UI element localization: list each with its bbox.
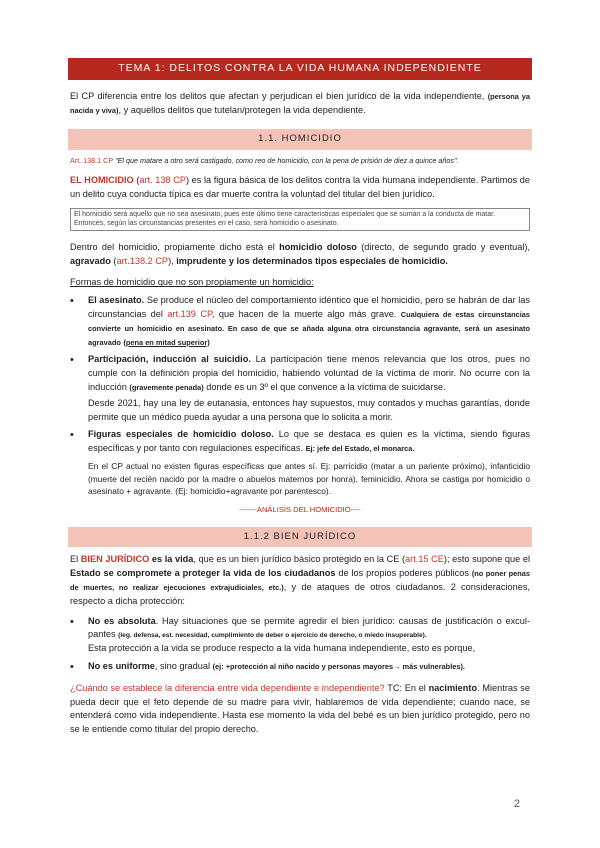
section-heading-homicidio: 1.1. HOMICIDIO <box>68 129 532 149</box>
note-box: El homicidio será aquello que no sea asesinato, pues este último tiene características especiales que se suman a la conducta de matar. Entonces, según las circunstancias presentes en el caso, será homicidio o asesinato. <box>70 208 530 231</box>
list-item-figuras: • Figuras especiales de homicidio doloso. Lo que se destaca es quien es la víctima, siendo figuras específicas y por tanto con regulaciones específicas. Ej: jefe del Estado, el monarca. En el CP actual no existen figuras específicas que antes sí. Ej: parricidio (matar a un pariente próximo), infanticidio (muerte del recién nacido por la madre o abuelos maternos por honra), feminicidio. Ahora se castiga por homicidio o asesinato + agravante. (Ej: homicidio+agravante por parentesco). <box>70 428 530 497</box>
list-item-participacion: • Participación, inducción al suicidio. La participación tiene menos relevancia que los otros, pues no cumple con la definición propia del homicidio, habiendo voluntad de la víctima de morir. No ocurre con la inducción (gravemente penada) donde es un 3º el que convence a la víctima de suicidarse. Desde 2021, hay una ley de eutanasia, entonces hay supuestos, muy contados y muchas garantías, donde permite que un médico pueda ayudar a una persona que lo solicita a morir. <box>70 353 530 424</box>
page-number: 2 <box>513 798 520 810</box>
proteccion-note: Esta protección a la vida se produce respecto a la vida humana independiente, esto es porque, <box>88 643 476 654</box>
nacimiento-paragraph: ¿Cuándo se establece la diferencia entre vida dependiente e independiente? TC: En el nacimiento. Mientras se pueda decir que el feto depende de su madre para vivir, hablaremos de vida dependiente; cuando nace, se entenderá como vida independiente. Hasta ese momento la vida del bebé es un bien jurídico protegido, pero no se le entiende como titular del propio derecho. <box>70 682 531 735</box>
page-title: TEMA 1: DELITOS CONTRA LA VIDA HUMANA INDEPENDIENTE <box>68 58 532 80</box>
homicidio-definition: EL HOMICIDIO (art. 138 CP) es la figura básica de los delitos contra la vida humana independiente. Partimos de un delito cuya conducta típica es dar muerte contra la voluntad del titular del bien jurídico. <box>70 175 530 200</box>
formas-list <box>70 294 530 498</box>
section-separator: -------ANÁLISIS DEL HOMICIDIO---- <box>239 504 361 514</box>
bien-juridico-paragraph: El BIEN JURÍDICO es la vida, que es un bien jurídico básico protegido en la CE (art.15 CE); esto supone que el Estado se compromete a proteger la vida de los ciudadanos de los propios poderes públicos (no poner penas de muertes, no realizar ejecuciones extrajudiciales, etc.), y de ataques de otros ciudadanos. 2 consideraciones, respecto a dicha protección: <box>70 554 530 606</box>
section-heading-bien-juridico: 1.1.2 BIEN JURÍDICO <box>68 527 532 547</box>
consideraciones-list <box>70 615 530 674</box>
cp-actual-note: En el CP actual no existen figuras específicas que antes sí. Ej: parricidio (matar a un pariente próximo), infanticidio (muerte del recién nacido por la madre o abuelos maternos por honra), feminicidio. Ahora se castiga por homicidio o asesinato + agravante. (Ej: homicidio+agravante por parentesco). <box>88 461 530 497</box>
formas-heading: Formas de homicidio que no son propiamente un homicidio: <box>70 277 314 288</box>
homicidio-types: Dentro del homicidio, propiamente dicho está el homicidio doloso (directo, de segundo grado y eventual), agravado (art.138.2 CP), imprudente y los determinados tipos especiales de homicidio. <box>70 241 530 266</box>
eutanasia-note: Desde 2021, hay una ley de eutanasia, entonces hay supuestos, muy contados y muchas garantías, donde permite que un médico pueda ayudar a una persona que lo solicita a morir. <box>88 397 530 422</box>
list-item-no-absoluta: • No es absoluta. Hay situaciones que se permite agredir el bien jurídico: causas de justificación o exculpantes (leg. defensa, est. necesidad, cumplimiento de deber o ejercicio de derecho, o miedo insuperable). Esta protección a la vida se produce respecto a la vida humana independiente, esto es porque, <box>70 615 530 656</box>
list-item-no-uniforme: • No es uniforme, sino gradual (ej: +protección al niño nacido y personas mayores→ más vulnerables). <box>70 660 530 674</box>
document-page <box>70 58 530 743</box>
list-item-asesinato: • El asesinato. Se produce el núcleo del comportamiento idéntico que el homicidio, pero se habrán de dar las circunstancias del art.139 CP, que hacen de la muerte algo más grave. Cualquiera de estas circunstancias convierte un homicidio en asesinato. En caso de que se añada alguna otra circunstancia agravante, será un asesinato agravado (pena en mitad superior) <box>70 294 530 349</box>
intro-paragraph: El CP diferencia entre los delitos que afectan y perjudican el bien jurídico de la vida independiente, (persona ya nacida y viva), y aquellos delitos que tutelan/protegen la vida dependiente. <box>70 90 530 115</box>
article-quote: Art. 138.1 CP "El que matare a otro será castigado, como reo de homicidio, con la pena de prisión de diez a quince años". <box>70 155 459 165</box>
